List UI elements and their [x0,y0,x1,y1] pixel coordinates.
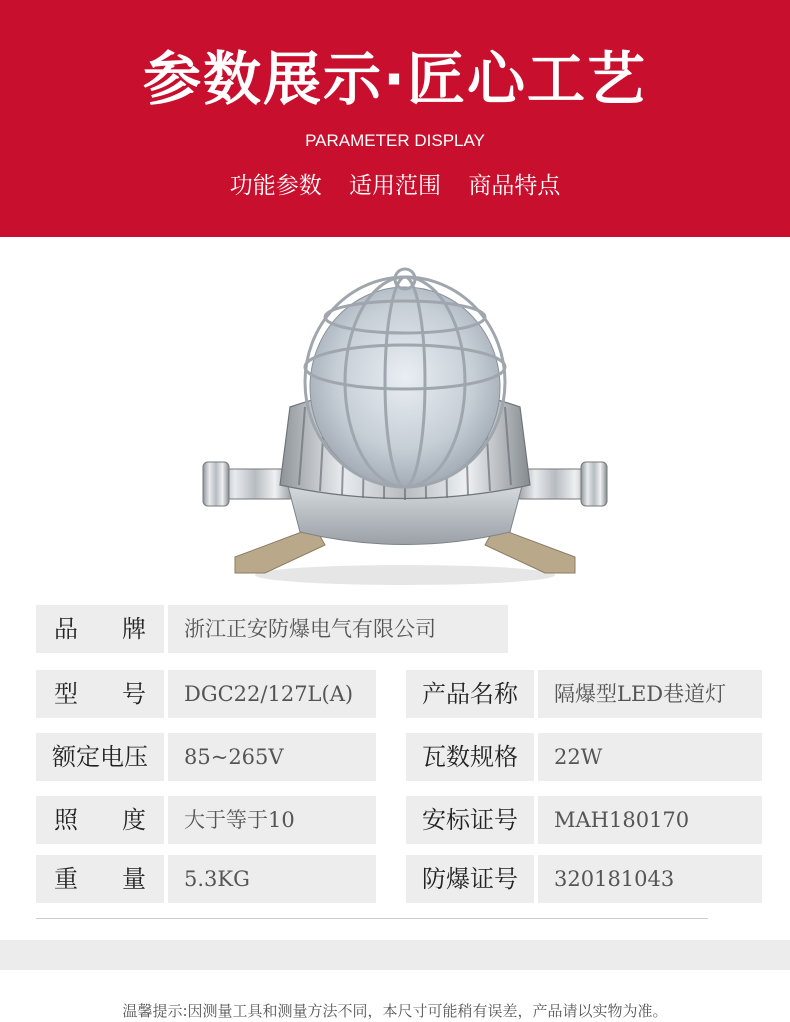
illuminance-label: 照 度 [36,796,164,844]
brand-value: 浙江正安防爆电气有限公司 [168,605,508,653]
page-title: 参数展示·匠心工艺 [142,45,648,113]
voltage-value: 85~265V [168,733,376,781]
footer-band [0,940,790,970]
tag-product-features: 商品特点 [468,173,561,199]
explosion-cert-label: 防爆证号 [406,855,534,903]
feature-tags [0,170,790,202]
product-photo-area [0,237,790,592]
wattage-label: 瓦数规格 [406,733,534,781]
safety-cert-label: 安标证号 [406,796,534,844]
safety-cert-value: MAH180170 [538,796,762,844]
lamp-product-image [195,257,615,587]
model-label: 型 号 [36,670,164,718]
product-name-label: 产品名称 [406,670,534,718]
header-banner [0,0,790,237]
illuminance-value: 大于等于10 [168,796,376,844]
divider [36,918,708,919]
model-value: DGC22/127L(A) [168,670,376,718]
tag-application-scope: 适用范围 [349,173,441,199]
weight-value: 5.3KG [168,855,376,903]
product-name-value: 隔爆型LED巷道灯 [538,670,762,718]
page-subtitle: PARAMETER DISPLAY [305,131,485,150]
footer-notice: 温馨提示:因测量工具和测量方法不同，本尺寸可能稍有误差，产品请以实物为准。 [122,1002,668,1020]
weight-label: 重 量 [36,855,164,903]
tag-function-params: 功能参数 [229,173,322,199]
brand-label: 品 牌 [36,605,164,653]
wattage-value: 22W [538,733,762,781]
explosion-cert-value: 320181043 [538,855,762,903]
voltage-label: 额定电压 [36,733,164,781]
